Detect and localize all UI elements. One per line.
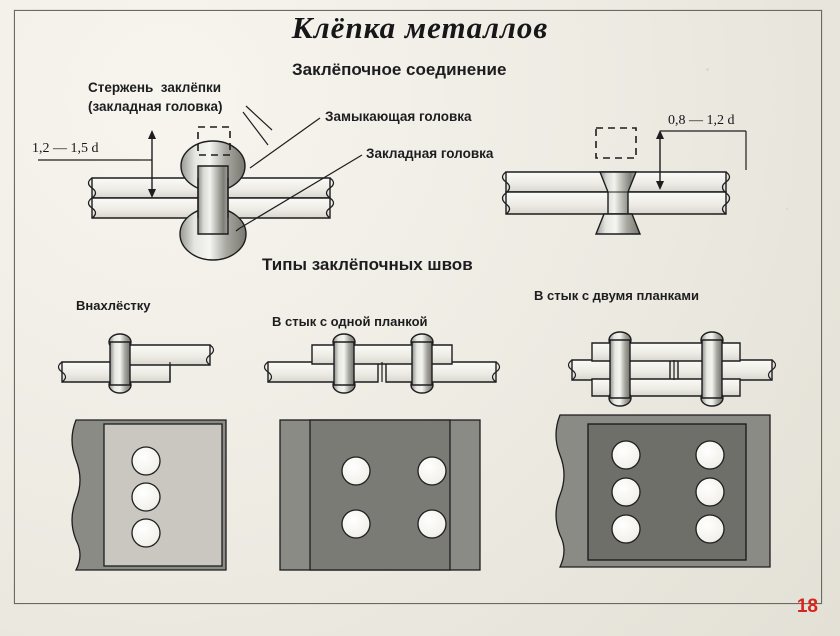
- section-heading-seams: Типы заклёпочных швов: [262, 255, 473, 274]
- label-shank-line2: (закладная головка): [88, 99, 223, 114]
- section-heading-joint: Заклёпочное соединение: [292, 60, 507, 79]
- page-title: Клёпка металлов: [291, 10, 549, 45]
- seam-label-butt-one-strap: В стык с одной планкой: [272, 314, 428, 329]
- label-closing-head: Замыкающая головка: [325, 109, 472, 124]
- dimension-right: 0,8 — 1,2 d: [668, 113, 735, 128]
- dimension-left: 1,2 — 1,5 d: [32, 141, 99, 156]
- page-number: 18: [796, 596, 818, 617]
- label-shank-line1: Стержень заклёпки: [88, 80, 222, 95]
- seam-label-butt-two-straps: В стык с двумя планками: [534, 288, 699, 303]
- label-set-head: Закладная головка: [366, 146, 494, 161]
- seam-label-lap: Внахлёстку: [76, 298, 151, 313]
